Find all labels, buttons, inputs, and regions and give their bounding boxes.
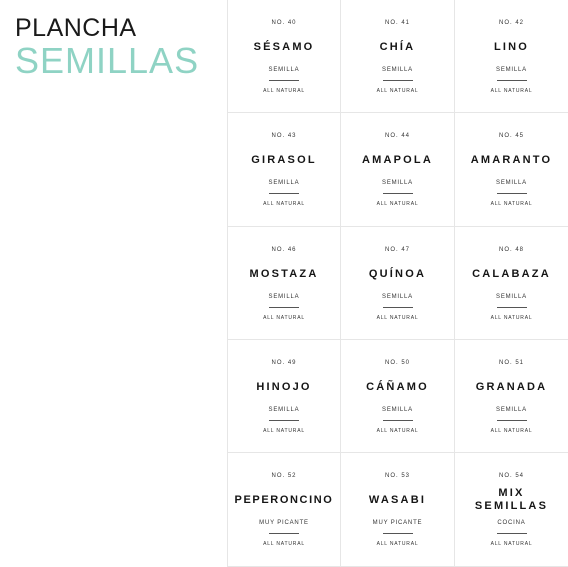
label-divider — [269, 80, 299, 81]
label-card[interactable] — [341, 453, 455, 567]
label-number: NO. 46 — [271, 247, 297, 253]
heading-title: PLANCHA — [15, 14, 137, 42]
label-name — [455, 487, 568, 513]
label-card[interactable] — [228, 453, 341, 567]
label-name: CHÍA — [379, 41, 416, 53]
label-divider — [383, 420, 413, 421]
label-footer: ALL NATURAL — [263, 201, 305, 207]
label-name-line1: MIX — [498, 487, 525, 499]
label-name: CÁÑAMO — [366, 381, 429, 393]
label-subtitle: SEMILLA — [496, 294, 527, 300]
label-subtitle: SEMILLA — [382, 407, 413, 413]
label-divider — [269, 420, 299, 421]
label-subtitle: SEMILLA — [268, 180, 300, 186]
label-subtitle: MUY PICANTE — [259, 520, 309, 526]
label-subtitle: SEMILLA — [382, 294, 413, 300]
label-card[interactable] — [455, 453, 568, 567]
label-subtitle: SEMILLA — [382, 67, 413, 73]
label-divider — [383, 307, 413, 308]
label-divider — [497, 420, 527, 421]
label-divider — [497, 533, 527, 534]
label-number: NO. 50 — [384, 360, 410, 366]
label-number: NO. 40 — [271, 20, 297, 26]
label-number: NO. 53 — [384, 473, 410, 479]
label-divider — [383, 533, 413, 534]
label-footer: ALL NATURAL — [490, 315, 533, 321]
label-number: NO. 45 — [498, 133, 524, 139]
label-card[interactable] — [455, 340, 568, 453]
label-footer: ALL NATURAL — [263, 88, 305, 94]
label-card[interactable] — [341, 340, 455, 453]
label-footer: ALL NATURAL — [376, 88, 419, 94]
label-footer: ALL NATURAL — [376, 428, 419, 434]
label-card[interactable] — [341, 227, 455, 340]
label-name-line2: SEMILLAS — [474, 500, 549, 512]
label-number: NO. 49 — [271, 360, 297, 366]
label-name: MOSTAZA — [249, 268, 319, 280]
label-divider — [269, 307, 299, 308]
label-name: PEPERONCINO — [234, 494, 334, 506]
label-divider — [269, 193, 299, 194]
label-footer: ALL NATURAL — [263, 541, 305, 547]
label-name: GIRASOL — [251, 154, 317, 166]
label-card[interactable] — [341, 113, 455, 227]
label-footer: ALL NATURAL — [263, 315, 305, 321]
label-subtitle: SEMILLA — [268, 407, 300, 413]
label-name: CALABAZA — [472, 268, 551, 280]
label-footer: ALL NATURAL — [490, 88, 533, 94]
label-subtitle: COCINA — [497, 520, 526, 526]
label-grid — [227, 0, 568, 567]
label-number: NO. 47 — [384, 247, 410, 253]
label-footer: ALL NATURAL — [376, 201, 419, 207]
page-heading — [15, 14, 199, 80]
label-divider — [383, 80, 413, 81]
label-name: HINOJO — [256, 381, 312, 393]
label-name: LINO — [493, 41, 530, 53]
label-card[interactable] — [341, 0, 455, 113]
label-footer: ALL NATURAL — [490, 428, 533, 434]
label-name: AMAPOLA — [361, 154, 433, 166]
label-number: NO. 43 — [271, 133, 297, 139]
label-name: SÉSAMO — [253, 41, 315, 53]
label-card[interactable] — [228, 113, 341, 227]
label-subtitle: SEMILLA — [268, 67, 300, 73]
label-divider — [269, 533, 299, 534]
heading-subtitle: SEMILLAS — [15, 40, 200, 81]
label-footer: ALL NATURAL — [490, 201, 533, 207]
label-number: NO. 42 — [498, 20, 524, 26]
label-footer: ALL NATURAL — [376, 315, 419, 321]
label-card[interactable] — [455, 227, 568, 340]
label-name: WASABI — [368, 494, 427, 506]
label-footer: ALL NATURAL — [263, 428, 305, 434]
label-subtitle: SEMILLA — [268, 294, 300, 300]
label-subtitle: SEMILLA — [496, 180, 527, 186]
label-name: AMARANTO — [470, 154, 553, 166]
label-subtitle: SEMILLA — [496, 407, 527, 413]
label-card[interactable] — [228, 227, 341, 340]
label-divider — [497, 80, 527, 81]
label-divider — [383, 193, 413, 194]
label-number: NO. 51 — [498, 360, 524, 366]
label-number: NO. 41 — [384, 20, 410, 26]
label-subtitle: SEMILLA — [496, 67, 527, 73]
label-number: NO. 52 — [271, 473, 297, 479]
label-subtitle: SEMILLA — [382, 180, 413, 186]
label-number: NO. 54 — [498, 473, 524, 479]
label-card[interactable] — [455, 113, 568, 227]
label-name: GRANADA — [475, 381, 548, 393]
label-name: QUÍNOA — [368, 268, 427, 280]
label-subtitle: MUY PICANTE — [372, 520, 423, 526]
label-number: NO. 44 — [384, 133, 410, 139]
label-divider — [497, 307, 527, 308]
label-footer: ALL NATURAL — [490, 541, 533, 547]
label-divider — [497, 193, 527, 194]
label-number: NO. 48 — [498, 247, 524, 253]
label-card[interactable] — [228, 0, 341, 113]
label-card[interactable] — [455, 0, 568, 113]
label-footer: ALL NATURAL — [376, 541, 419, 547]
label-card[interactable] — [228, 340, 341, 453]
